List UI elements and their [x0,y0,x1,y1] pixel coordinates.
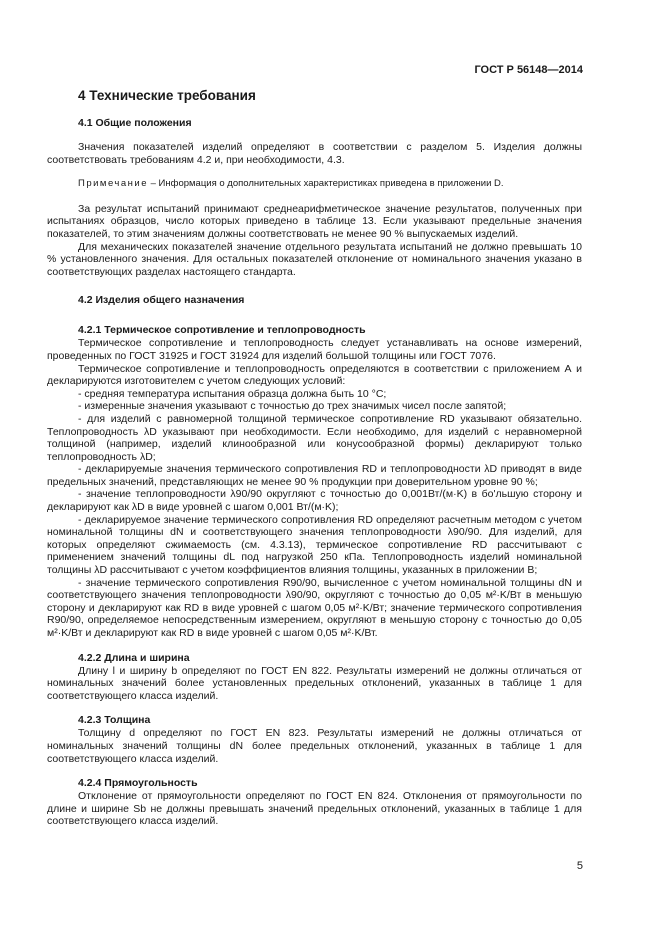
list-item: - для изделий с равномерной толщиной термическое сопротивление RD указывают обязательно. Теплопроводность λD указывают при необходимости. Если необходимо, для изделий с неравномерной толщиной (например, изделий клинообразной или конусообразной формы) декларируют только теплопроводность λD; [47,412,582,463]
list-item: - средняя температура испытания образца должна быть 10 °С; [78,387,387,400]
page-number: 5 [576,860,583,872]
paragraph: Значения показателей изделий определяют в соответствии с разделом 5. Изделия должны соответствовать требованиям 4.2 и, при необходимости, 4.3. [47,141,582,166]
content [47,88,582,828]
paragraph: Длину l и ширину b определяют по ГОСТ EN 822. Результаты измерений не должны отличаться от номинальных значений более установленных предельных отклонений, указанных в таблице 1 для соответствующего класса изделий. [47,664,582,702]
section-4-2-1-title: 4.2.1 Термическое сопротивление и теплопроводность [78,324,366,337]
list-item: - декларируемое значение термического сопротивления RD определяют расчетным методом с учетом номинальной толщины dN и соответствующего значения теплопроводности λ90/90. Для изделий, для которых определяют сжимаемость (см. 4.3.13), термическое сопротивление RD рассчитывают с применением значений толщины dL под нагрузкой 250 кПа. Теплопроводность изделий номинальной толщины λD рассчитывают с учетом коэффициентов влияния толщины, указанных в приложении В; [47,513,582,577]
paragraph: Толщину d определяют по ГОСТ EN 823. Результаты измерений не должны отличаться от номинальных значений толщины dN более предельных отклонений, указанных в таблице 1 для соответствующего класса изделий. [47,727,582,765]
paragraph: Термическое сопротивление и теплопроводность определяются в соответствии с приложением А и декларируются изготовителем с учетом следующих условий: [47,362,582,388]
paragraph: Термическое сопротивление и теплопроводность следует устанавливать на основе измерений, проведенных по ГОСТ 31925 и ГОСТ 31924 для изделий большой толщины или ГОСТ 7076. [47,337,582,362]
list-item: - значение теплопроводности λ90/90 округляют с точностью до 0,001Вт/(м·K) в бо'льшую сторону и декларируют как λD в виде уровней с шагом 0,001 Вт/(м·K); [47,488,582,514]
section-4-2-3-title: 4.2.3 Толщина [78,714,151,727]
document-header: ГОСТ Р 56148—2014 [474,64,583,76]
note-label: Примечание [78,178,148,190]
list-item: - декларируемые значения термического сопротивления RD и теплопроводности λD приводят в виде предельных значений, представляющих не менее 90 % продукции при доверительном уровне 90 %; [47,463,582,488]
paragraph: Отклонение от прямоугольности определяют по ГОСТ EN 824. Отклонения от прямоугольности по длине и ширине Sb не должны превышать значений предельных отклонений, указанных в таблице 1 для соответствующего класса изделий. [47,790,582,828]
list-item: - значение термического сопротивления R90/90, вычисленное с учетом номинальной толщины dN и соответствующего значения теплопроводности λ90/90, округляют с точностью до 0,05 м²·K/Вт в меньшую сторону и декларируют как RD в виде уровней с шагом 0,05 м²·K/Вт; значение термического сопротивления R90/90, определяемое непосредственным измерением, округляют в меньшую сторону с точностью до 0,05 м²·K/Вт и декларируют как RD в виде уровней с шагом 0,05 м²·K/Вт. [47,576,582,639]
section-4-2-2-title: 4.2.2 Длина и ширина [78,651,190,664]
paragraph: За результат испытаний принимают среднеарифметическое значение результатов, полученных при испытаниях образцов, число которых приведено в таблице 13. Если указывают предельные значения показателей, то этим значениям должны соответствовать не менее 90 % выпускаемых изделий. [47,202,582,240]
paragraph: Для механических показателей значение отдельного результата испытаний не должно превышать 10 % установленного значения. Для остальных показателей отклонение от номинального значения указано в соответствующих разделах настоящего стандарта. [47,240,582,278]
section-4-2-4-title: 4.2.4 Прямоугольность [78,777,198,790]
note-text: – Информация о дополнительных характеристиках приведена в приложении D. [148,178,504,190]
note [47,178,582,191]
section-4-2-title: 4.2 Изделия общего назначения [78,294,245,307]
list-item: - измеренные значения указывают с точностью до трех значимых чисел после запятой; [78,400,507,413]
section-4-title: 4 Технические требования [78,88,256,103]
section-4-1-title: 4.1 Общие положения [78,117,192,129]
